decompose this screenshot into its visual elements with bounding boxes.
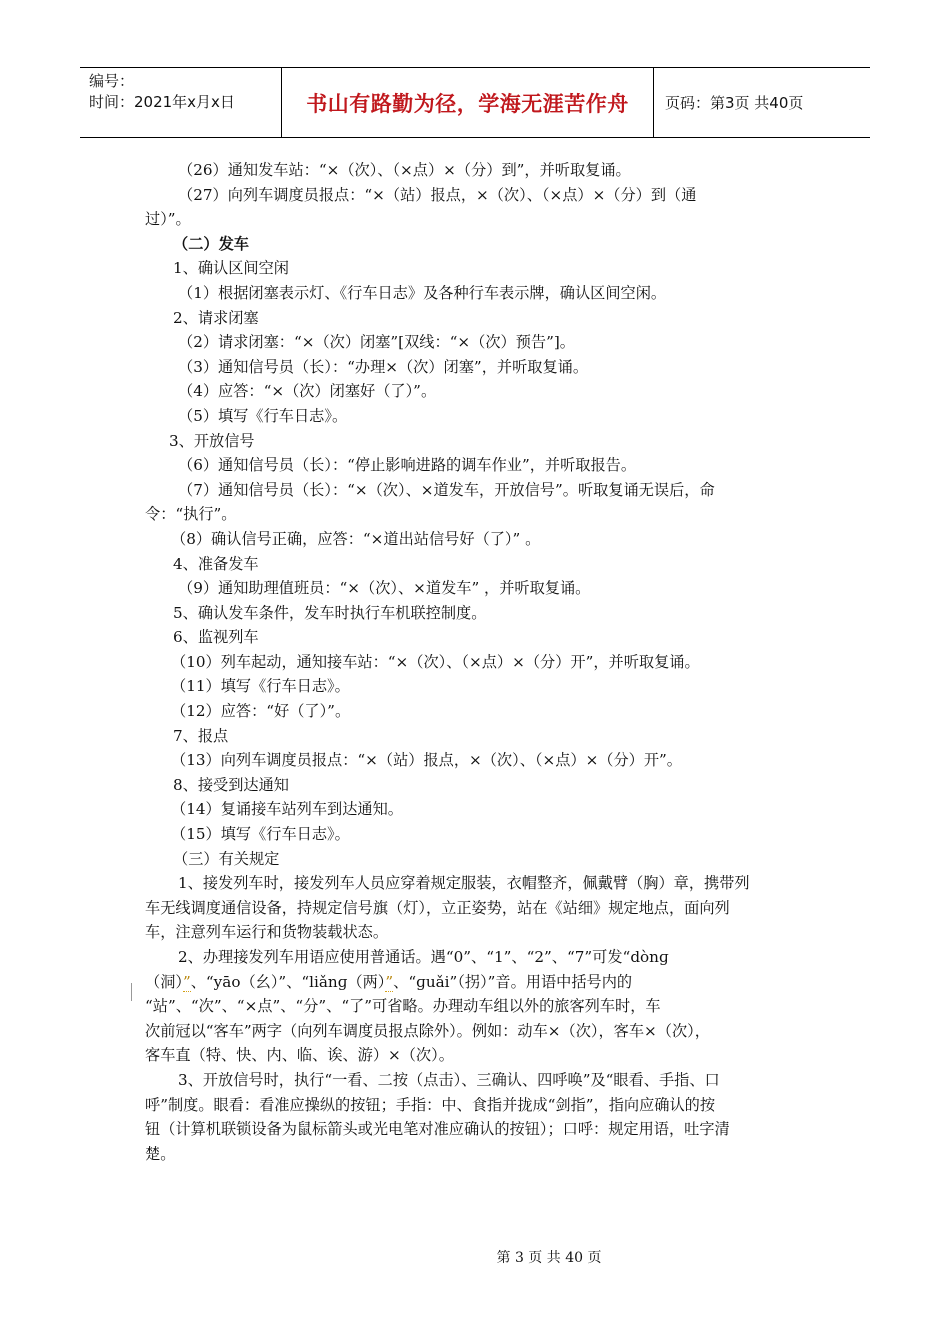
- step-heading: 3、开放信号: [169, 431, 255, 450]
- text-line: （14）复诵接车站列车到达通知。: [171, 800, 403, 819]
- text-line: （9）通知助理值班员：“×（次）、×道发车” ，并听取复诵。: [178, 579, 591, 598]
- text-line: （6）通知信号员（长）：“停止影响进路的调车作业”，并听取报告。: [178, 456, 637, 475]
- tracked-change-mark: ”: [182, 972, 191, 991]
- step-heading: 1、确认区间空闲: [173, 259, 289, 278]
- text-line: 过）”。: [145, 210, 191, 229]
- tracked-change-mark: ”: [385, 972, 394, 991]
- text-line: （8）确认信号正确，应答：“×道出站信号好（了）” 。: [171, 529, 541, 548]
- code-label: 编号：: [89, 72, 135, 90]
- text-line: 次前冠以“客车”两字（向列车调度员报点除外）。例如：动车×（次），客车×（次），: [145, 1021, 710, 1040]
- text-line: （7）通知信号员（长）：“×（次）、×道发车，开放信号”。听取复诵无误后，命: [178, 480, 715, 499]
- date-label: 时间：2021年x月x日: [89, 93, 235, 111]
- text-line: 车无线调度通信设备，持规定信号旗（灯），立正姿势，站在《站细》规定地点，面向列: [145, 898, 730, 917]
- step-heading: 7、报点: [173, 726, 229, 745]
- text-line: （27）向列车调度员报点：“×（站）报点，×（次）、（×点）×（分）到（通: [178, 185, 697, 204]
- section-heading: （二）发车: [173, 234, 249, 253]
- header-meta: [80, 68, 282, 137]
- text-line: 令：“执行”。: [145, 505, 237, 524]
- section-heading: （三）有关规定: [173, 849, 280, 868]
- text-line: 呼”制度。眼看：看准应操纵的按钮；手指：中、食指并拢成“剑指”，指向应确认的按: [145, 1095, 716, 1114]
- text-line: （26）通知发车站：“×（次）、（×点）×（分）到”，并听取复诵。: [178, 161, 631, 179]
- text-line: 楚。: [145, 1144, 176, 1163]
- text-line: （1）根据闭塞表示灯、《行车日志》及各种行车表示牌，确认区间空闲。: [178, 283, 667, 302]
- text-line: （4）应答：“×（次）闭塞好（了）”。: [178, 382, 437, 401]
- step-heading: 4、准备发车: [173, 554, 259, 573]
- text-line: [145, 970, 810, 995]
- text-line: 车，注意列车运行和货物装载状态。: [145, 923, 388, 942]
- page-header: [80, 67, 870, 138]
- step-heading: 5、确认发车条件，发车时执行车机联控制度。: [173, 603, 487, 622]
- text-line: （2）请求闭塞：“×（次）闭塞”[双线：“×（次）预告”]。: [178, 333, 575, 352]
- text-line: 2、办理接发列车用语应使用普通话。遇“0”、“1”、“2”、“7”可发“dònɡ: [178, 948, 669, 966]
- page-label: 页码：第3页 共40页: [665, 94, 804, 112]
- text-line: 钮（计算机联锁设备为鼠标箭头或光电笔对准应确认的按钮）；口呼：规定用语，吐字清: [145, 1120, 730, 1139]
- change-bar: [131, 983, 132, 1001]
- text-line: （3）通知信号员（长）：“办理×（次）闭塞”，并听取复诵。: [178, 357, 589, 376]
- document-body: [145, 158, 810, 1166]
- step-heading: 8、接受到达通知: [173, 775, 289, 794]
- step-heading: 6、监视列车: [173, 628, 259, 647]
- text-line: 3、开放信号时，执行“一看、二按（点击）、三确认、四呼唤”及“眼看、手指、口: [178, 1070, 720, 1089]
- header-motto-cell: [282, 68, 654, 137]
- text-line: 客车直（特、快、内、临、诶、游）×（次）。: [145, 1046, 454, 1065]
- text-line: “站”、“次”、“×点”、“分”、“了”可省略。办理动车组以外的旅客列车时，车: [145, 997, 661, 1016]
- step-heading: 2、请求闭塞: [173, 308, 259, 327]
- text-run: 、“yāo（幺）”、“liǎnɡ（两）: [190, 972, 386, 991]
- text-line: （15）填写《行车日志》。: [171, 825, 350, 844]
- footer-page-number: 第 3 页 共 40 页: [496, 1250, 602, 1266]
- text-line: （5）填写《行车日志》。: [178, 406, 348, 425]
- text-line: 1、接发列车时，接发列车人员应穿着规定服装，衣帽整齐，佩戴臂（胸）章，携带列: [178, 874, 750, 893]
- motto: 书山有路勤为径，学海无涯苦作舟: [306, 91, 629, 116]
- text-line: （13）向列车调度员报点：“×（站）报点，×（次）、（×点）×（分）开”。: [171, 751, 682, 770]
- page-footer: [0, 1247, 950, 1267]
- text-line: （11）填写《行车日志》。: [171, 677, 350, 696]
- text-run: 、“ɡuǎi”（拐）”音。用语中括号内的: [393, 972, 633, 991]
- text-run: （洞）: [145, 972, 183, 991]
- text-line: （12）应答：“好（了）”。: [171, 702, 351, 721]
- text-line: （10）列车起动，通知接车站：“×（次）、（×点）×（分）开”，并听取复诵。: [171, 652, 700, 671]
